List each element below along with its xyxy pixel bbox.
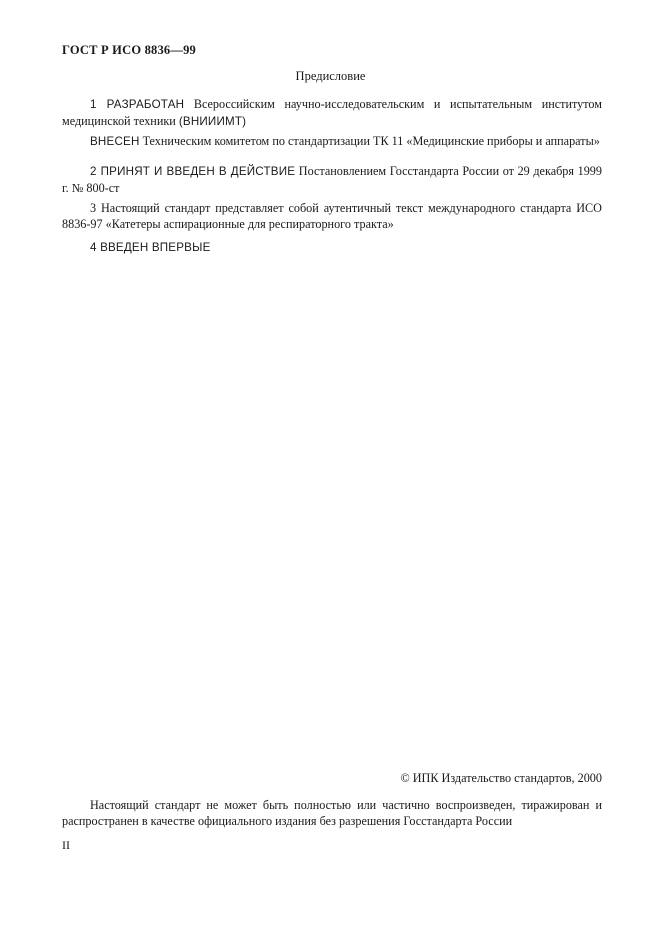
page-number: II — [62, 838, 70, 852]
paragraph-adopted — [62, 163, 602, 196]
copyright-line: © ИПК Издательство стандартов, 2000 — [400, 771, 602, 785]
paragraph-first-introduced — [62, 239, 602, 256]
document-header: ГОСТ Р ИСО 8836—99 — [62, 43, 196, 57]
reproduction-notice: Настоящий стандарт не может быть полностью или частично воспроизведен, тиражирован и распространен в качестве официального издания без разрешения Госстандарта России — [62, 798, 602, 828]
paragraph-lead: 1 РАЗРАБОТАН — [90, 98, 185, 111]
paragraph-authentic-text — [62, 200, 602, 232]
paragraph-tail: (ВНИИИМТ) — [178, 115, 247, 128]
paragraph-lead: 2 ПРИНЯТ И ВВЕДЕН В ДЕЙСТВИЕ — [90, 165, 296, 178]
paragraph-text: Постановлением Госстандарта России от 29 декабря 1999 г. № 800-ст — [62, 164, 602, 195]
paragraph-text: Всероссийским научно-исследовательским и испытательным институтом медицинской техники — [62, 97, 602, 128]
paragraph-introduced-by — [62, 133, 602, 150]
paragraph-text: 3 Настоящий стандарт представляет собой аутентичный текст международного стандарта ИСО 8836-97 «Катетеры аспирационные для респираторного тракта» — [62, 201, 602, 231]
paragraph-developed-by — [62, 96, 602, 130]
paragraph-lead: ВНЕСЕН — [90, 135, 140, 148]
paragraph-text: Техническим комитетом по стандартизации ТК 11 «Медицинские приборы и аппараты» — [139, 134, 600, 148]
paragraph-lead: 4 ВВЕДЕН ВПЕРВЫЕ — [90, 241, 211, 254]
foreword-title: Предисловие — [295, 69, 366, 83]
